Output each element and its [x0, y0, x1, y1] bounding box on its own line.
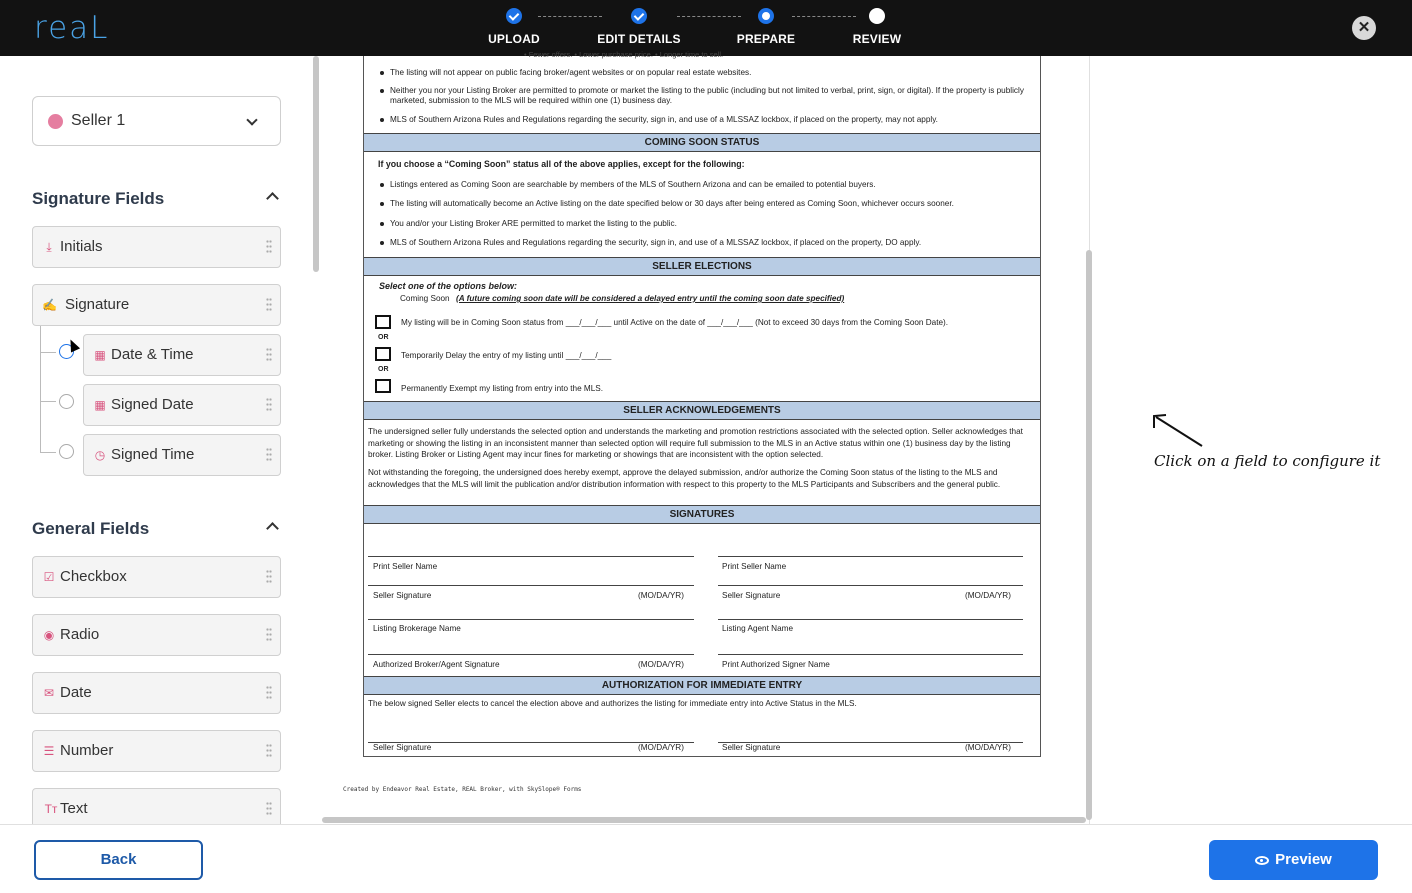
drag-handle-icon[interactable] — [266, 569, 272, 585]
doc-text: Not withstanding the foregoing, the undersigned does hereby exempt, approve the delayed submission, and/or authorize the Coming Soon status of the listing to the MLS and acknowledges that the MLS will limit the publication and/or distribution information with respect to this property to the MLS Participants and Subscribers and the general public. — [368, 468, 1001, 489]
field-label: Radio — [60, 626, 100, 643]
doc-label: Print Seller Name — [373, 562, 438, 571]
signer-label: Seller 1 — [71, 112, 126, 129]
signature-line — [368, 654, 694, 655]
general-fields-heading: General Fields — [32, 519, 150, 538]
doc-label: Listing Agent Name — [722, 624, 794, 633]
field-radio[interactable] — [32, 614, 281, 656]
field-initials[interactable] — [32, 226, 281, 268]
doc-label: (MO/DA/YR) — [965, 743, 1011, 752]
drag-handle-icon[interactable] — [266, 347, 272, 363]
doc-bullet: You and/or your Listing Broker ARE permitted to market the listing to the public. — [390, 219, 1030, 228]
doc-checkbox[interactable] — [375, 379, 391, 393]
check-icon — [631, 8, 647, 24]
signature-line — [368, 585, 694, 586]
signature-fields-heading: Signature Fields — [32, 189, 165, 208]
doc-label: Seller Signature — [722, 743, 781, 752]
field-signed-date[interactable] — [83, 384, 281, 426]
step-label: PREPARE — [736, 32, 796, 46]
subfield-radio[interactable] — [59, 394, 74, 409]
signature-line — [718, 654, 1023, 655]
section-heading: SELLER ELECTIONS — [364, 257, 1040, 276]
drag-handle-icon[interactable] — [266, 297, 272, 313]
doc-text: Select one of the options below: — [379, 281, 518, 291]
doc-text: OR — [378, 334, 389, 341]
doc-text: The below signed Seller elects to cancel the election above and authorizes the listing for immediate entry into Active Status in the MLS. — [368, 699, 857, 708]
doc-bullet: Neither you nor your Listing Broker are permitted to promote or market the listing to the public (including but not limited to verbal, print, sign, or digital). If the property is publicly marketed, submission to the MLS will be required within one (1) business day. — [390, 86, 1038, 106]
arrow-icon — [1150, 410, 1210, 452]
list-number-icon: ☰ — [43, 744, 55, 758]
sidebar-scrollbar[interactable] — [313, 56, 319, 272]
field-number[interactable] — [32, 730, 281, 772]
text-icon: Tт — [44, 802, 58, 816]
drag-handle-icon[interactable] — [266, 397, 272, 413]
signature-line — [368, 556, 694, 557]
signature-line — [718, 619, 1023, 620]
drag-handle-icon[interactable] — [266, 239, 272, 255]
doc-bullet: Listings entered as Coming Soon are searchable by members of the MLS of Southern Arizona and can be emailed to potential buyers. — [390, 180, 1030, 189]
step-review[interactable] — [827, 6, 927, 46]
doc-text: (A future coming soon date will be considered a delayed entry until the coming soon date specified) — [456, 294, 845, 303]
tree-line — [40, 326, 41, 452]
document-scrollbar-horizontal[interactable] — [322, 817, 1086, 823]
step-label: EDIT DETAILS — [597, 32, 681, 46]
doc-bullet: The listing will not appear on public facing broker/agent websites or on popular real estate websites. — [390, 68, 1030, 77]
doc-fragment: • Fewer offers. • Lower purchase price. • Longer time to sell. — [524, 50, 724, 59]
doc-bullet: The listing will automatically become an Active listing on the date specified below or 30 days after being entered as Coming Soon, whichever occurs sooner. — [390, 199, 1030, 208]
document-scrollbar-vertical[interactable] — [1086, 250, 1092, 820]
signature-icon: ✍ — [42, 298, 57, 312]
close-icon[interactable]: ✕ — [1352, 16, 1376, 40]
doc-checkbox[interactable] — [375, 347, 391, 361]
doc-label: Seller Signature — [373, 591, 432, 600]
doc-label: Print Seller Name — [722, 562, 787, 571]
chevron-up-icon[interactable] — [266, 192, 279, 205]
signer-color-dot — [48, 114, 63, 129]
field-label: Date & Time — [111, 346, 194, 363]
doc-option: Permanently Exempt my listing from entry into the MLS. — [401, 384, 604, 393]
doc-bullet: MLS of Southern Arizona Rules and Regulations regarding the security, sign in, and use of a MLSSAZ lockbox, if placed on the property, may not apply. — [390, 115, 1030, 124]
step-label: REVIEW — [852, 32, 902, 46]
drag-handle-icon[interactable] — [266, 743, 272, 759]
field-checkbox[interactable] — [32, 556, 281, 598]
doc-option: Temporarily Delay the entry of my listing until ___/___/___ — [401, 351, 612, 360]
field-label: Checkbox — [60, 568, 127, 585]
drag-handle-icon[interactable] — [266, 627, 272, 643]
signer-select[interactable] — [32, 96, 281, 146]
doc-text: Coming Soon — [400, 294, 450, 303]
doc-text: If you choose a “Coming Soon” status all of the above applies, except for the following: — [378, 159, 745, 169]
signature-line — [718, 585, 1023, 586]
doc-footnote: Created by Endeavor Real Estate, REAL Broker, with SkySlope® Forms — [343, 786, 582, 793]
subfield-radio[interactable] — [59, 444, 74, 459]
stepper — [470, 6, 930, 52]
eye-icon — [1255, 856, 1269, 865]
field-signature[interactable] — [32, 284, 281, 326]
step-edit-details[interactable] — [589, 6, 689, 46]
drag-handle-icon[interactable] — [266, 685, 272, 701]
current-step-icon — [758, 8, 774, 24]
doc-label: Authorized Broker/Agent Signature — [373, 660, 500, 669]
initials-icon: ⤓ — [46, 240, 52, 254]
clock-icon: ◷ — [94, 448, 106, 462]
logo: reaL — [34, 10, 110, 46]
radio-icon: ◉ — [43, 628, 55, 642]
back-button[interactable]: Back — [34, 840, 203, 880]
check-icon — [506, 8, 522, 24]
field-label: Signed Time — [111, 446, 195, 463]
field-label: Date — [60, 684, 92, 701]
section-heading: AUTHORIZATION FOR IMMEDIATE ENTRY — [364, 676, 1040, 695]
field-signed-time[interactable] — [83, 434, 281, 476]
field-label: Text — [60, 800, 88, 817]
chevron-down-icon — [246, 114, 257, 125]
envelope-icon: ✉ — [43, 686, 55, 700]
field-label: Initials — [60, 238, 103, 255]
doc-bullet: MLS of Southern Arizona Rules and Regulations regarding the security, sign in, and use of a MLSSAZ lockbox, if placed on the property, DO apply. — [390, 238, 1030, 247]
section-heading: COMING SOON STATUS — [364, 133, 1040, 152]
doc-label: (MO/DA/YR) — [638, 743, 684, 752]
doc-label: (MO/DA/YR) — [965, 591, 1011, 600]
doc-text: The undersigned seller fully understands the selected option and understands the marketing and promotion restrictions associated with the selected option. Seller acknowledges that marketing or showing the listing in an inconsistent manner than selected option will require full submission to the MLS in an Active status within one (1) business day by the listing broker. Listing Broker or Listing Agent may incur fines for marketing or showings that are inconsistent with the option selected. — [368, 427, 1023, 459]
document-page — [363, 50, 1041, 757]
step-upload[interactable] — [464, 6, 564, 46]
sidebar — [0, 56, 312, 824]
doc-option: My listing will be in Coming Soon status from ___/___/___ until Active on the date of ___/___/___ (Not to exceed 30 days from the Coming Soon Date). — [401, 318, 949, 327]
field-text[interactable] — [32, 788, 281, 824]
tree-branch — [40, 401, 56, 402]
preview-label: Preview — [1275, 851, 1332, 868]
configure-hint: Click on a field to configure it — [1154, 452, 1381, 470]
drag-handle-icon[interactable] — [266, 447, 272, 463]
step-prepare[interactable] — [716, 6, 816, 46]
tree-branch — [40, 452, 56, 453]
doc-checkbox[interactable] — [375, 315, 391, 329]
doc-label: Seller Signature — [722, 591, 781, 600]
doc-label: Listing Brokerage Name — [373, 624, 461, 633]
tree-branch — [40, 352, 56, 353]
signature-line — [718, 556, 1023, 557]
doc-text: OR — [378, 366, 389, 373]
field-date[interactable] — [32, 672, 281, 714]
section-heading: SELLER ACKNOWLEDGEMENTS — [364, 401, 1040, 420]
doc-label: Print Authorized Signer Name — [722, 660, 830, 669]
field-label: Signature — [65, 296, 130, 313]
bottom-bar — [0, 824, 1412, 893]
field-label: Signed Date — [111, 396, 194, 413]
calendar-icon: ▦ — [94, 398, 106, 412]
doc-label: (MO/DA/YR) — [638, 660, 684, 669]
calendar-icon: ▦ — [94, 348, 106, 362]
section-heading: SIGNATURES — [364, 505, 1040, 524]
field-label: Number — [60, 742, 114, 759]
signature-line — [368, 619, 694, 620]
drag-handle-icon[interactable] — [266, 801, 272, 817]
step-label: UPLOAD — [488, 32, 540, 46]
doc-label: (MO/DA/YR) — [638, 591, 684, 600]
doc-label: Seller Signature — [373, 743, 432, 752]
pending-step-icon — [869, 8, 885, 24]
top-bar — [0, 0, 1412, 56]
field-date-time[interactable] — [83, 334, 281, 376]
chevron-up-icon[interactable] — [266, 522, 279, 535]
checkbox-icon: ☑ — [43, 570, 55, 584]
preview-button[interactable] — [1209, 840, 1378, 880]
